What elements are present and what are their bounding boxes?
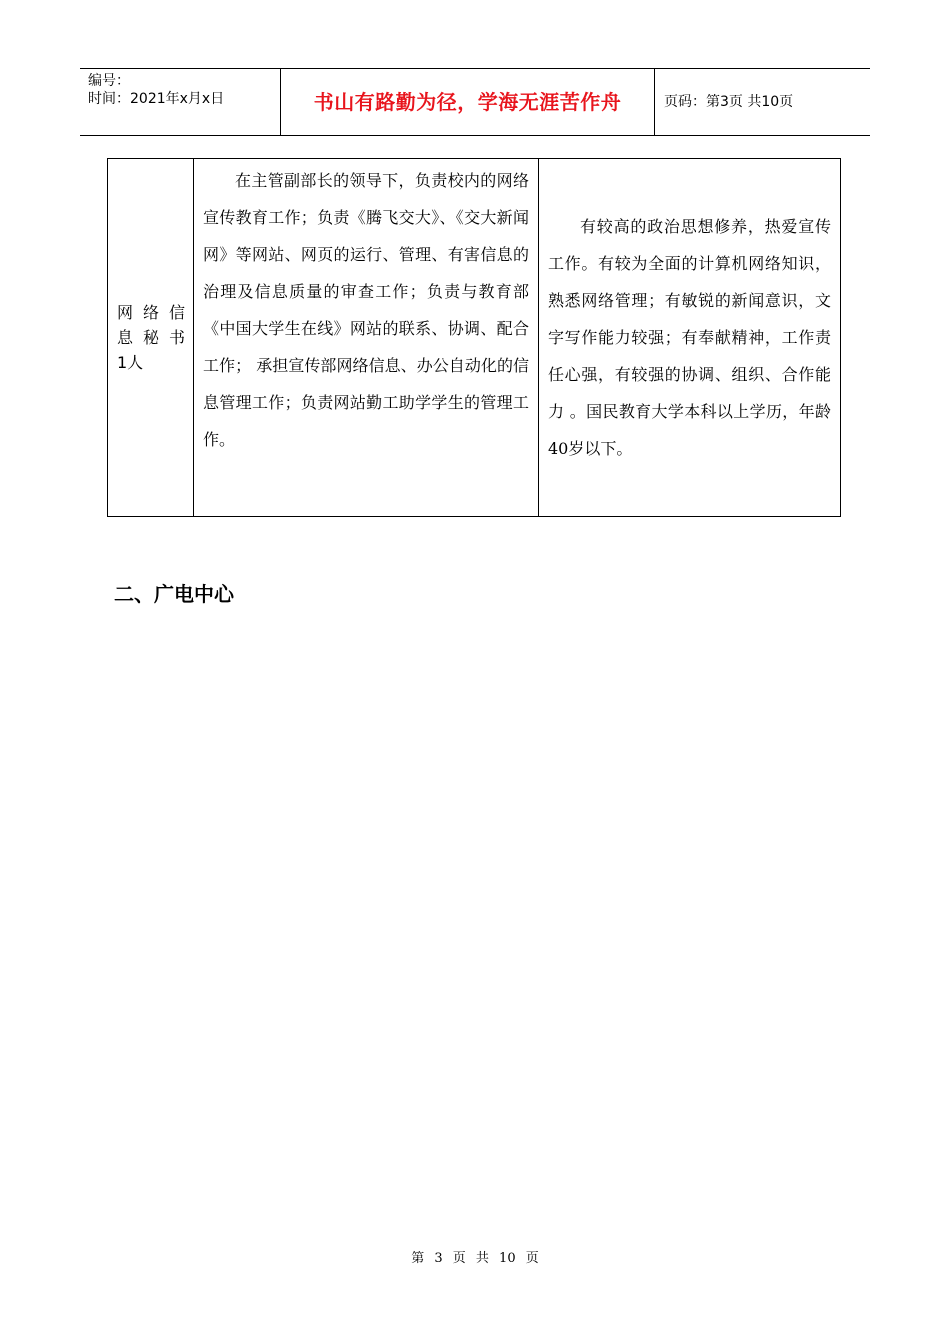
header-number-label: 编号：	[88, 73, 130, 89]
page-header	[80, 68, 870, 136]
job-title-line: 1人	[117, 353, 144, 372]
header-time-label: 时间：2021年x月x日	[88, 91, 225, 107]
job-requirements-text: 有较高的政治思想修养，热爱宣传工作。有较为全面的计算机网络知识，熟悉网络管理；有敏锐的新闻意识，文字写作能力较强；有奉献精神，工作责任心强，有较强的协调、组织、合作能力 。国民教育大学本科以上学历，年龄40岁以下。	[548, 217, 831, 458]
job-duties-text: 在主管副部长的领导下，负责校内的网络宣传教育工作；负责《腾飞交大》、《交大新闻网》等网站、网页的运行、管理、有害信息的治理及信息质量的审查工作；负责与教育部《中国大学生在线》网站的联系、协调、配合工作； 承担宣传部网络信息、办公自动化的信息管理工作；负责网站勤工助学学生的管理工作。	[203, 171, 529, 449]
header-page-info: 页码：第3页 共10页	[664, 94, 794, 110]
job-title-line: 网络信	[117, 303, 185, 322]
header-motto: 书山有路勤为径，学海无涯苦作舟	[281, 69, 655, 135]
section-heading: 二、广电中心	[114, 582, 234, 606]
job-title-line: 息秘书	[117, 328, 185, 347]
job-description-table	[107, 158, 841, 517]
table-row	[108, 159, 841, 517]
page-footer: 第 3 页 共 10 页	[411, 1251, 539, 1266]
header-meta	[80, 69, 281, 135]
job-duties-cell	[194, 159, 539, 517]
job-requirements-cell	[539, 159, 841, 517]
job-title-cell	[108, 159, 194, 517]
